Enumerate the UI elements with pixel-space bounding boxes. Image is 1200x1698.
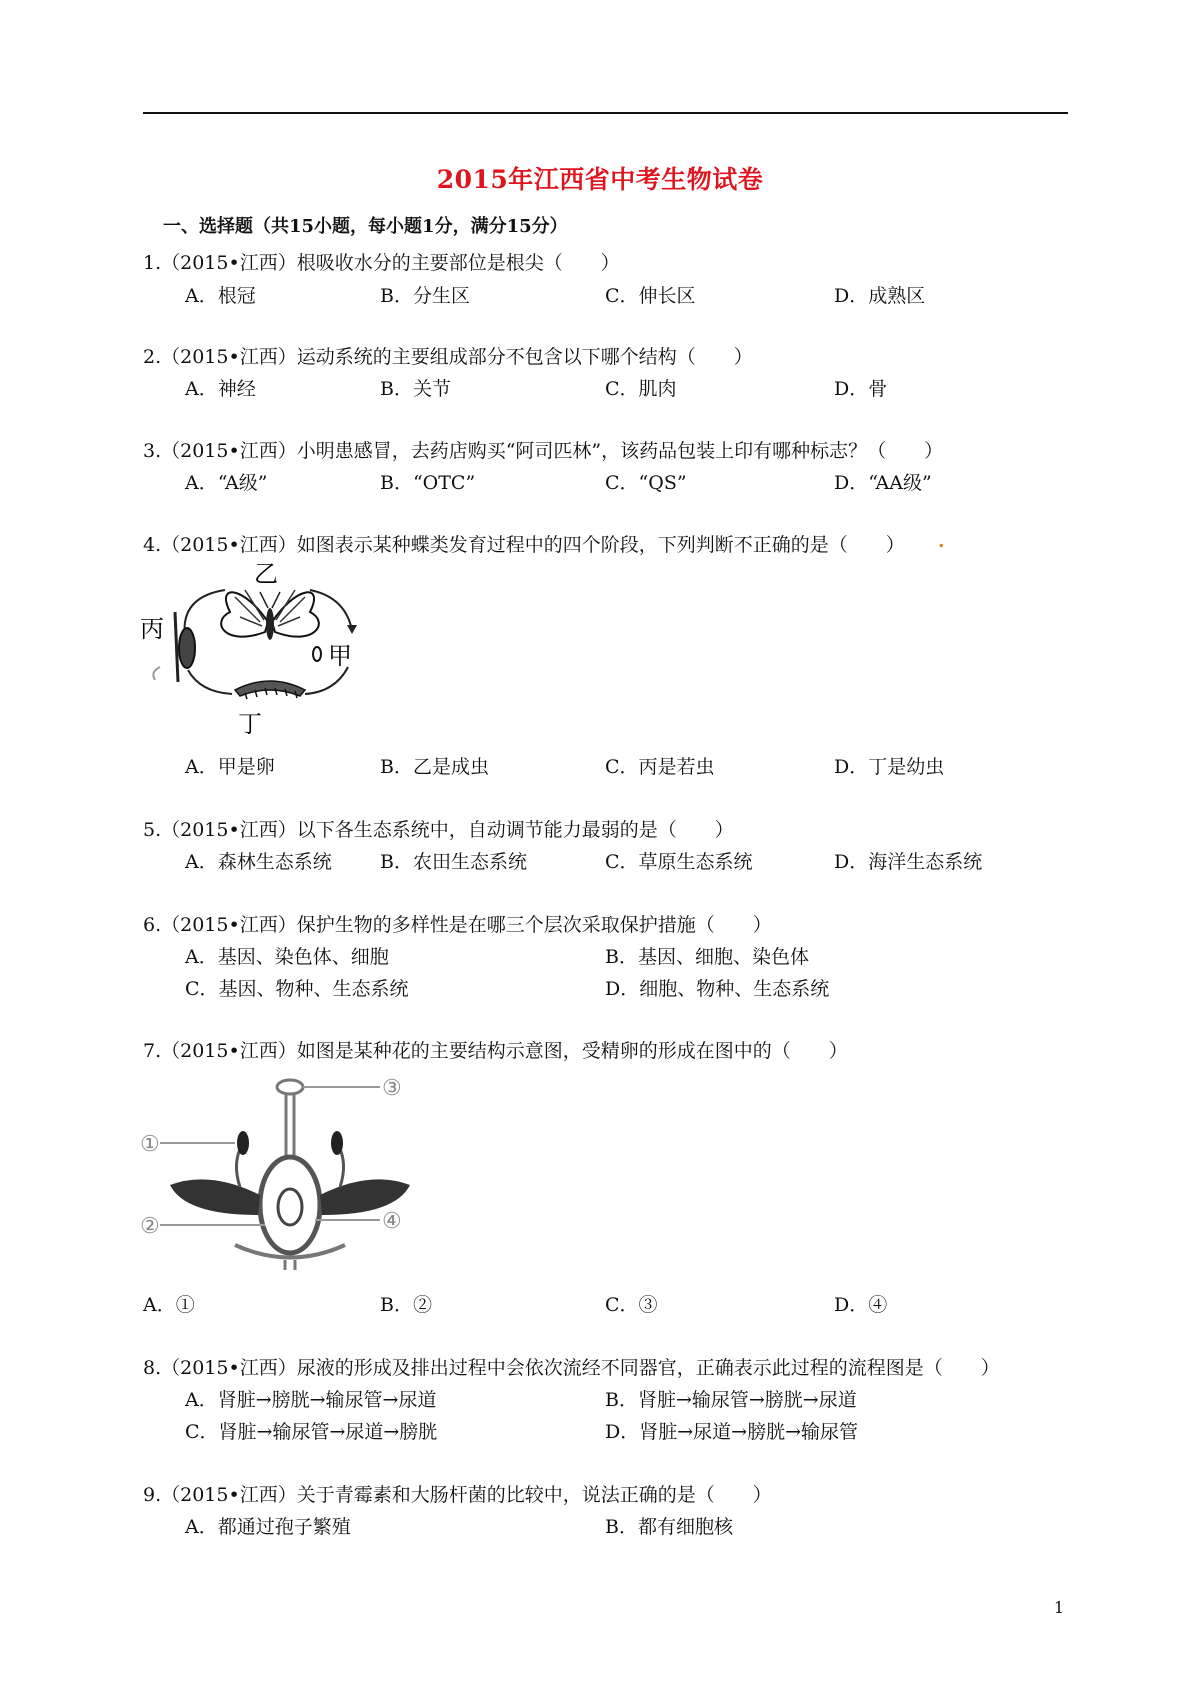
q7-option-a: A．①: [143, 1294, 195, 1316]
q3-option-b: B．“OTC”: [380, 472, 476, 494]
q2-option-d: D．骨: [834, 378, 888, 400]
question-1-stem: 1.（2015•江西）根吸收水分的主要部位是根尖（ ）: [143, 252, 620, 274]
q7-option-d: D．④: [834, 1294, 888, 1316]
label-jia: 甲: [328, 643, 352, 670]
q6-option-a: A．基因、染色体、细胞: [185, 946, 389, 968]
anther-left: [237, 1131, 249, 1155]
q7-option-b: B．②: [380, 1294, 432, 1316]
label-bing: 丙: [140, 616, 164, 643]
q3-option-d: D．“AA级”: [834, 472, 932, 494]
q2-option-a: A．神经: [185, 378, 256, 400]
cycle-arrow: [305, 667, 348, 694]
q4-option-a: A．甲是卵: [185, 756, 275, 778]
question-6-stem: 6.（2015•江西）保护生物的多样性是在哪三个层次采取保护措施（ ）: [143, 914, 772, 936]
style-drawing: [286, 1093, 294, 1165]
question-5-stem: 5.（2015•江西）以下各生态系统中，自动调节能力最弱的是（ ）: [143, 819, 734, 841]
anther-right: [331, 1131, 343, 1155]
q6-option-b: B．基因、细胞、染色体: [605, 946, 809, 968]
q4-option-b: B．乙是成虫: [380, 756, 489, 778]
q8-option-c: C．肾脏→输尿管→尿道→膀胱: [185, 1421, 438, 1443]
ovule-drawing: [278, 1189, 302, 1225]
cycle-arrow: [188, 670, 232, 694]
page-title: 2015年江西省中考生物试卷: [436, 165, 764, 194]
q9-option-a: A．都通过孢子繁殖: [185, 1516, 351, 1538]
q7-option-c: C．③: [605, 1294, 658, 1316]
butterfly-lifecycle-figure: [140, 562, 385, 737]
header-rule: [143, 112, 1068, 114]
q8-option-a: A．肾脏→膀胱→输尿管→尿道: [185, 1389, 437, 1411]
q8-option-d: D．肾脏→尿道→膀胱→输尿管: [605, 1421, 858, 1443]
q3-option-c: C．“QS”: [605, 472, 687, 494]
label-1: ①: [140, 1132, 160, 1157]
butterfly-adult: [221, 590, 319, 640]
q8-option-b: B．肾脏→输尿管→膀胱→尿道: [605, 1389, 857, 1411]
label-yi: 乙: [254, 562, 278, 588]
q5-option-d: D．海洋生态系统: [834, 851, 983, 873]
q6-option-c: C．基因、物种、生态系统: [185, 978, 409, 1000]
q1-option-d: D．成熟区: [834, 285, 926, 307]
label-4: ④: [382, 1209, 402, 1234]
egg-drawing: [313, 647, 321, 661]
larva-drawing: [235, 681, 305, 699]
q5-option-c: C．草原生态系统: [605, 851, 753, 873]
q1-option-a: A．根冠: [185, 285, 256, 307]
q4-option-d: D．丁是幼虫: [834, 756, 945, 778]
stem-drawing: [285, 1260, 295, 1270]
q2-option-c: C．肌肉: [605, 378, 677, 400]
petal-left: [170, 1179, 260, 1215]
section-heading: 一、选择题（共15小题，每小题1分，满分15分）: [163, 216, 568, 237]
question-3-stem: 3.（2015•江西）小明患感冒，去药店购买“阿司匹林”，该药品包装上印有哪种标志？（ ）: [143, 440, 944, 462]
q2-option-b: B．关节: [380, 378, 451, 400]
stigma-drawing: [277, 1080, 303, 1094]
question-2-stem: 2.（2015•江西）运动系统的主要组成部分不包含以下哪个结构（ ）: [143, 346, 753, 368]
q9-option-b: B．都有细胞核: [605, 1516, 733, 1538]
q5-option-b: B．农田生态系统: [380, 851, 527, 873]
arrow-head: [347, 625, 357, 634]
scan-mark: .: [938, 530, 945, 552]
q3-option-a: A．“A级”: [185, 472, 268, 494]
label-ding: 丁: [238, 711, 262, 737]
q1-option-c: C．伸长区: [605, 285, 696, 307]
question-7-stem: 7.（2015•江西）如图是某种花的主要结构示意图，受精卵的形成在图中的（ ）: [143, 1040, 848, 1062]
label-2: ②: [140, 1214, 160, 1239]
q4-option-c: C．丙是若虫: [605, 756, 715, 778]
question-4-stem: 4.（2015•江西）如图表示某种蝶类发育过程中的四个阶段，下列判断不正确的是（ ）: [143, 534, 905, 556]
question-8-stem: 8.（2015•江西）尿液的形成及排出过程中会依次流经不同器官，正确表示此过程的流程图是（ ）: [143, 1357, 1000, 1379]
page-number: 1: [1053, 1598, 1064, 1617]
q5-option-a: A．森林生态系统: [185, 851, 332, 873]
question-9-stem: 9.（2015•江西）关于青霉素和大肠杆菌的比较中，说法正确的是（ ）: [143, 1484, 772, 1506]
q1-option-b: B．分生区: [380, 285, 470, 307]
label-3: ③: [382, 1076, 402, 1101]
flower-structure-figure: [140, 1075, 450, 1270]
q6-option-d: D．细胞、物种、生态系统: [605, 978, 830, 1000]
